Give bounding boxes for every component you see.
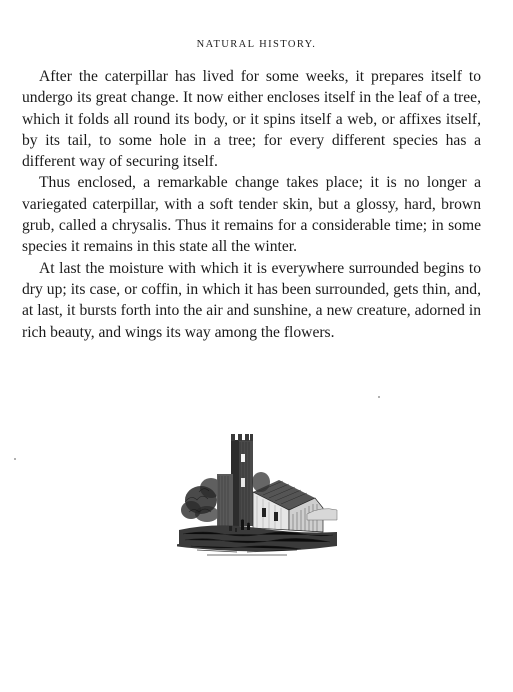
paragraph-1: After the caterpillar has lived for some weeks, it prepares itself to undergo its great change. It now either encloses itself in the leaf of a tree, which it folds all round its body, or it spins itself a web, or affixes itself, by its tail, to some hole in a tree; for every different species has a different way of securing itself. <box>22 68 481 171</box>
paragraph-3: At last the moisture with which it is everywhere surrounded begins to dry up; its case, or coffin, in which it has been surrounded, gets thin, and, at last, it bursts forth into the air and sunshine, a new creature, adorned in rich beauty, and wings its way among the flowers. <box>22 259 481 341</box>
church-engraving-icon <box>177 422 339 572</box>
paper-speck <box>378 396 380 398</box>
body-text <box>22 66 481 343</box>
paper-speck <box>14 458 16 460</box>
paragraph-2: Thus enclosed, a remarkable change takes place; it is no longer a variegated caterpillar, with a soft tender skin, but a glossy, hard, brown grub, called a chrysalis. Thus it remains for a considerable time; in some species it remains in this state all the winter. <box>22 174 481 256</box>
running-head: NATURAL HISTORY. <box>196 39 317 50</box>
